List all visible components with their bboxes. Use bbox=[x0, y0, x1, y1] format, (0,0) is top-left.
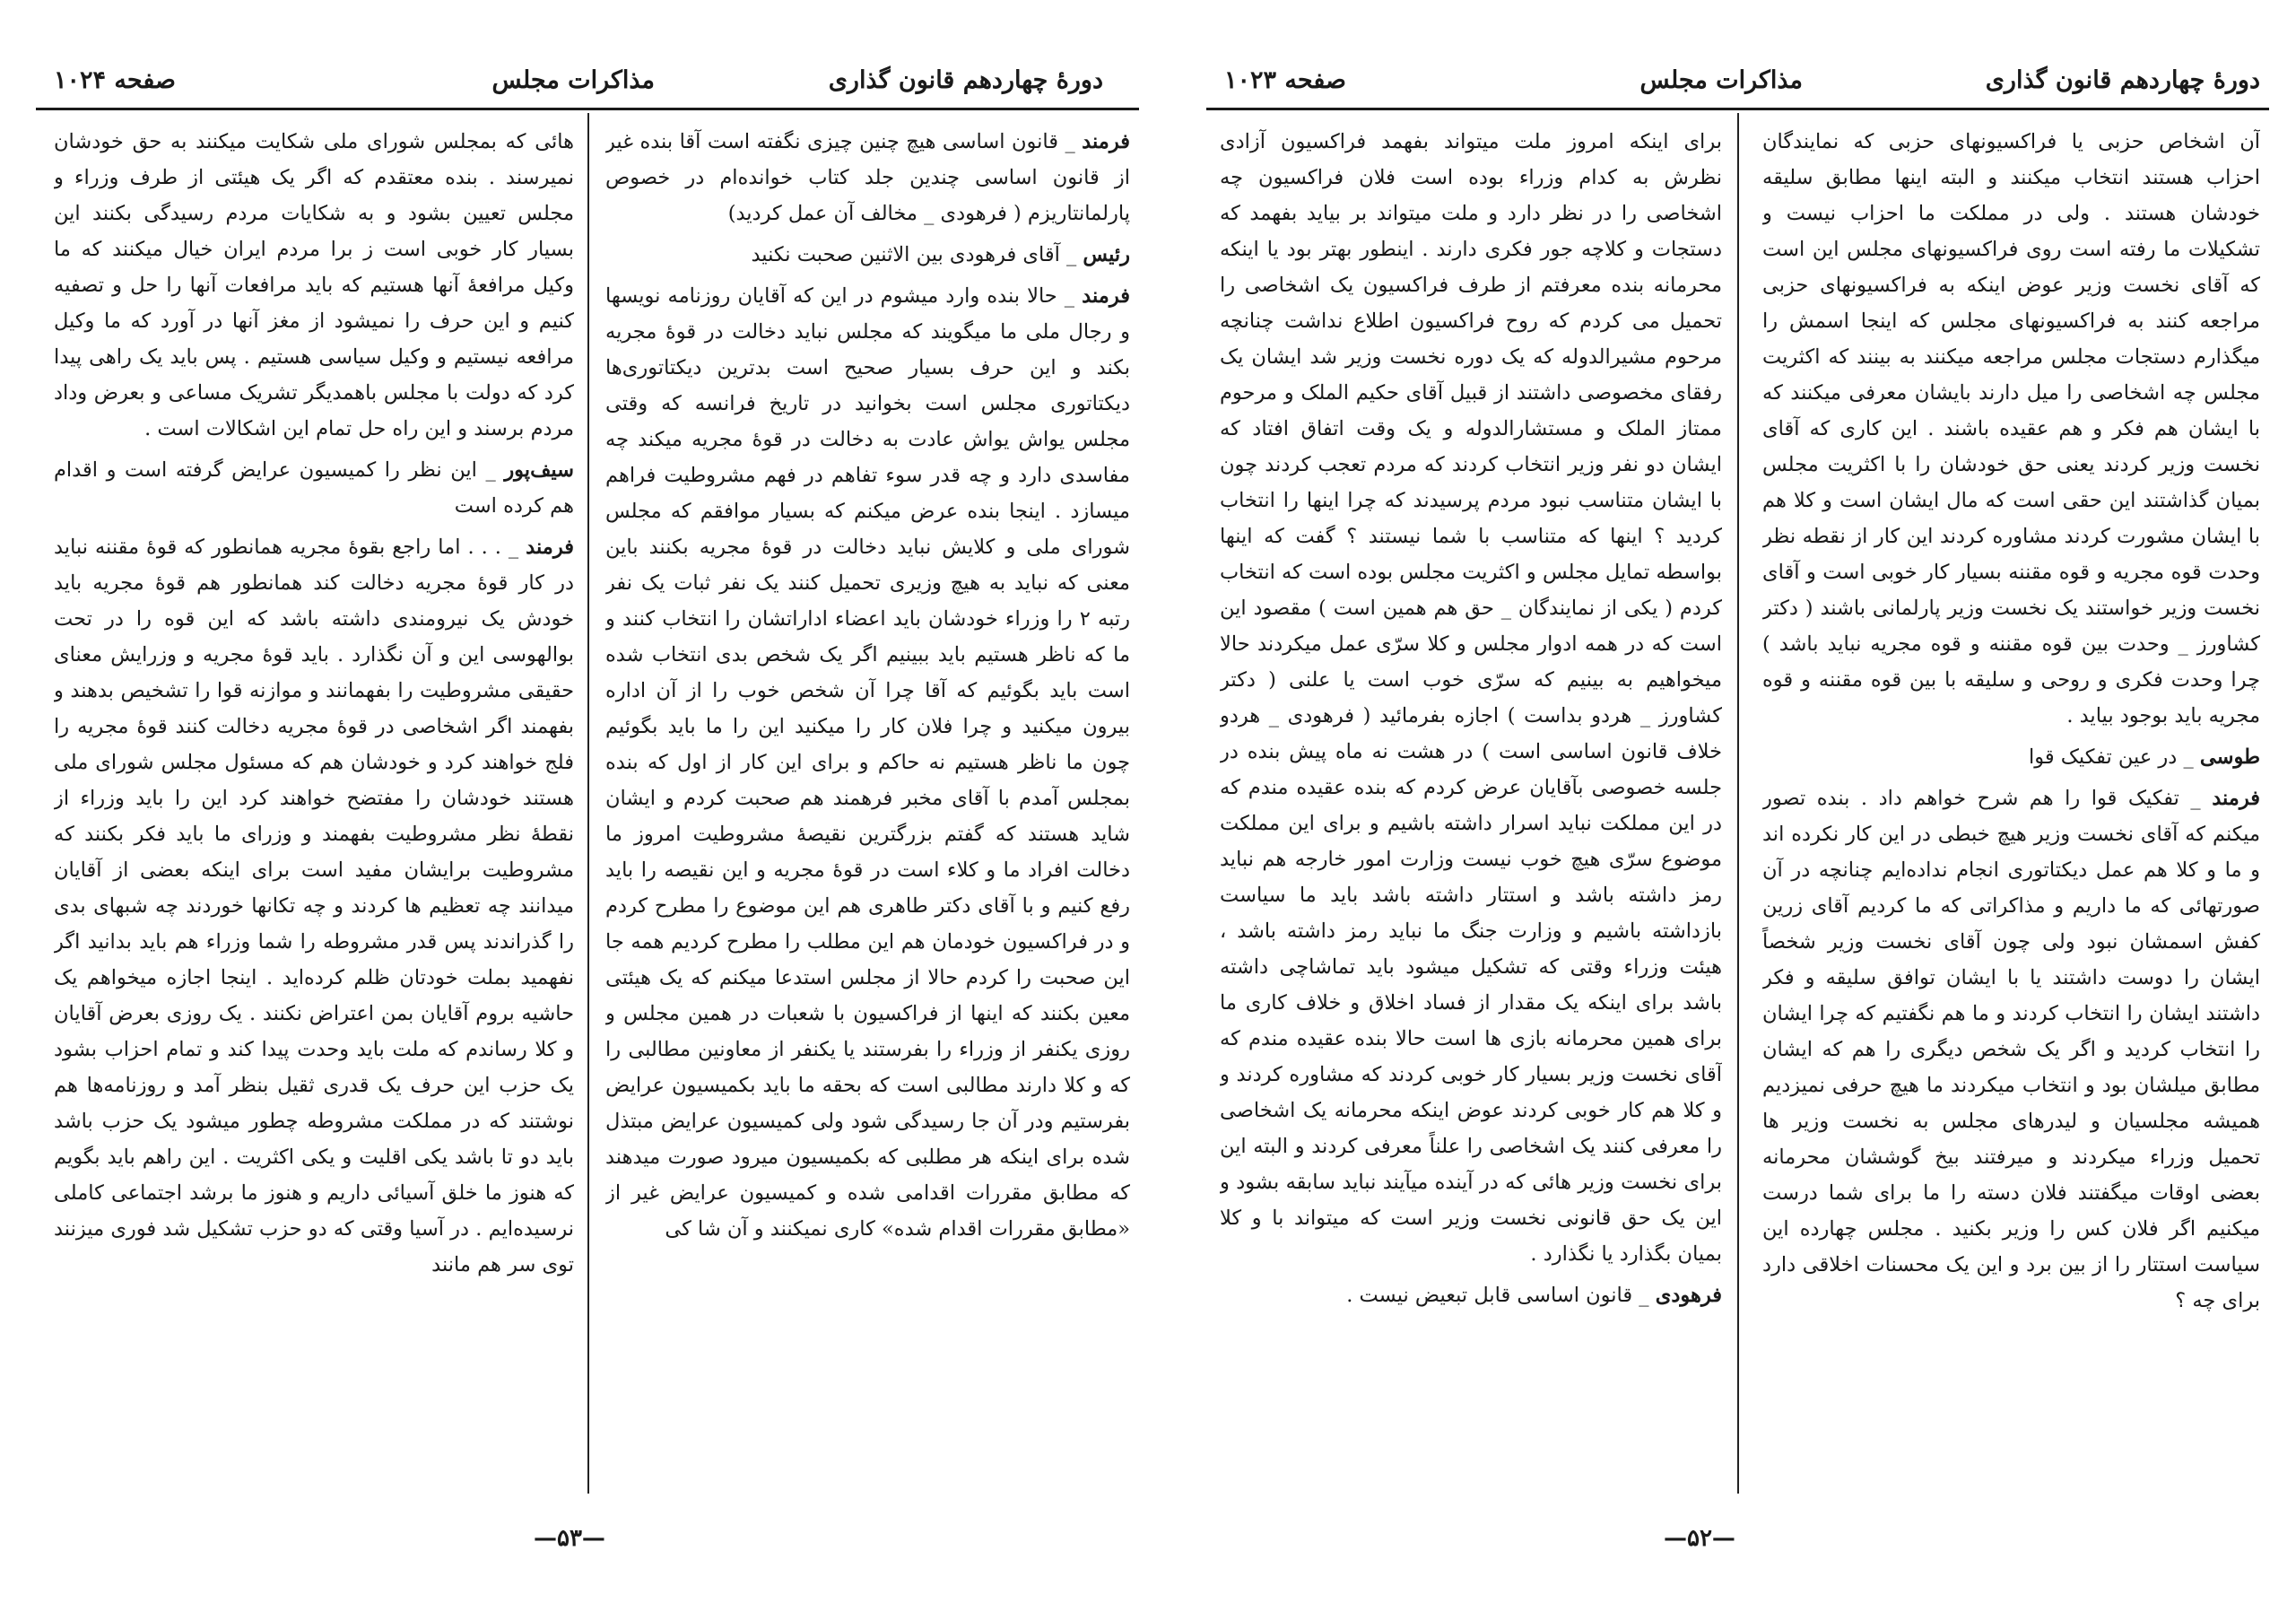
paragraph bbox=[605, 124, 1130, 231]
page-number: —۵۲— bbox=[1664, 1525, 1735, 1552]
paragraph-text: _ تفکیک قوا را هم شرح خواهم داد . بنده تصور میکنم که آقای نخست وزیر هیچ خبطی در این کار نکرده اند و ما و کلا هم عمل دیکتاتوری انجام نداده‌ایم چنانچه در آن صورتهائی که ما داریم و مذاکراتی که ما کردیم آقای زرین کفش اسمشان نبود ولی چون آقای نخست وزیر شخصاً ایشان را دوست داشتند یا با ایشان توافق سلیقه و فکر داشتند ایشان را انتخاب کردند و ما هم نگفتیم که چرا ایشان را انتخاب کردید و اگر یک شخص دیگری را هم که ایشان مطابق میلشان بود و انتخاب میکردند ما هیچ حرفی نمیزدیم همیشه مجلسیان و لیدرهای مجلس به نخست وزیر ها تحمیل وزراء میکردند و میرفتند بیخ گوششان محرمانه بعضی اوقات میگفتند فلان دسته را ما برای شما درست میکنیم اگر فلان کس را وزیر بکنید . مجلس چهارده این سیاست استتار را از بین برد و این یک محسنات اخلاقی دارد برای چه ؟ bbox=[1762, 787, 2260, 1312]
paragraph-text: _ حالا بنده وارد میشوم در این که آقایان روزنامه نویسها و رجال ملی ما میگویند که مجلس نباید دخالت در قوهٔ مجریه بکند و این حرف بسیار صحیح است بدترین دیکتاتوری‌ها دیکتاتوری مجلس است بخوانید در تاریخ فرانسه که وقتی مجلس یواش یواش عادت به دخالت در قوهٔ مجریه میکند چه مفاسدی دارد و چه قدر سوء تفاهم در فهم مشروطیت فراهم میسازد . اینجا بنده عرض میکنم که بسیار موافقم که مجلس شورای ملی و کلایش نباید دخالت در قوهٔ مجریه بکنند باین معنی که نباید به هیچ وزیری تحمیل کنند یک نفر ثبات یک نفر رتبه ۲ را وزراء خودشان باید اعضاء اداراتشان را انتخاب کنند و ما که ناظر هستیم باید ببینیم اگر یک شخص بدی انتخاب شده است باید بگوئیم که آقا چرا آن شخص خوب را از آن اداره بیرون میکنید و چرا فلان کار را میکنید این را ما باید بگوئیم چون ما ناظر هستیم نه حاکم و برای این کار از اول که بنده بمجلس آمدم با آقای مخبر فرهمند هم صحبت کردم و ایشان شاید هستند که گفتم بزرگترین نقیصهٔ مشروطیت امروز ما دخالت افراد ما و کلاء است در قوهٔ مجریه و این نقیصه را باید رفع کنیم و با آقای دکتر طاهری هم این موضوع را مطرح کردم و در فراکسیون خودمان هم این مطلب را مطرح کردیم همه جا این صحبت را کردم حالا از مجلس استدعا میکنم که یک هیئتی معین بکنند که اینها از فراکسیون با شعبات در همین مجلس و روزی یکنفر از وزراء را بفرستند یا یکنفر از معاونین مطالبی را که و کلا دارند مطالبی است که بحقه ما باید بکمیسیون عرایض بفرستیم ودر آن جا رسیدگی شود ولی کمیسیون عرایض مبتذل شده برای اینکه هر مطلبی که بکمیسیون میرود صورت میدهند که مطابق مقررات اقدامی شده و کمیسیون عرایض غیر از «مطابق مقررات اقدام شده» کاری نمیکنند و آن شا کی bbox=[605, 284, 1130, 1241]
paragraph bbox=[1762, 739, 2260, 775]
right-page bbox=[1206, 54, 2269, 1579]
paragraph bbox=[605, 278, 1130, 1247]
speaker-name: فرمند bbox=[526, 536, 574, 559]
right-running-title: مذاکرات مجلس bbox=[1639, 66, 1803, 94]
left-header-rule bbox=[36, 108, 1139, 110]
left-session-title: دورهٔ چهاردهم قانون گذاری bbox=[828, 66, 1103, 94]
paragraph-text: هائی که بمجلس شورای ملی شکایت میکنند به حق خودشان نمیرسند . بنده معتقدم که اگر یک هیئتی از طرف وزراء و مجلس تعیین بشود و به شکایات مردم رسیدگی بکنند این بسیار کار خوبی است ز برا مردم ایران خیال میکنند که ما وکیل مرافعهٔ آنها هستیم که باید مرافعات آنها را حل و تصفیه کنیم و این حرف را نمیشود از مغز آنها در آورد که ما وکیل مرافعه نیستیم و وکیل سیاسی هستیم . پس باید یک راهی پیدا کرد که دولت با مجلس باهمدیگر تشریک مساعی و بعرض وداد مردم برسند و این راه حل تمام این اشکالات است . bbox=[54, 130, 574, 440]
paragraph bbox=[1220, 124, 1722, 1272]
right-page-left-column bbox=[1220, 124, 1722, 1498]
right-session-title: دورهٔ چهاردهم قانون گذاری bbox=[1985, 66, 2260, 94]
paragraph-text: _ این نظر را کمیسیون عرایض گرفته است و اقدام هم کرده است bbox=[54, 458, 574, 518]
paragraph bbox=[54, 452, 574, 524]
column-divider bbox=[1737, 113, 1739, 1494]
column-divider bbox=[587, 113, 589, 1494]
left-running-title: مذاکرات مجلس bbox=[491, 66, 655, 94]
left-page-label: صفحه ۱۰۲۴ bbox=[54, 66, 176, 94]
speaker-name: فرمند bbox=[1082, 284, 1130, 308]
paragraph-text: آن اشخاص حزبی یا فراکسیونهای حزبی که نمایندگان احزاب هستند انتخاب میکنند و البته اینها مطابق سلیقه خودشان هستند . ولی در مملکت ما احزاب نیست و تشکیلات ما رفته است روی فراکسیونهای مجلس این است که آقای نخست وزیر عوض اینکه به فراکسیونهای حزبی مراجعه کنند به فراکسیونهای مجلس که اینجا اسمش را میگذارم دستجات مجلس مراجعه میکنند به بینند که اکثریت مجلس چه اشخاصی را میل دارند بایشان معرفی میکنند که با ایشان هم فکر و هم عقیده باشند . این کاری که آقای نخست وزیر کردند یعنی حق خودشان را با اکثریت مجلس بمیان گذاشتند این حقی است که مال ایشان است و کلا هم با ایشان مشورت کردند مشاوره کردند این کار از نقطه نظر وحدت قوه مجریه و قوه مقننه بسیار کار خوبی است و آقای نخست وزیر خواستند یک نخست وزیر پارلمانی باشند ( دکتر کشاورز _ وحدت بین قوه مقننه و قوه مجریه نباید باشد ) چرا وحدت فکری و روحی و سلیقه با بین قوه مقننه و قوه مجریه باید بوجود بیاید . bbox=[1762, 130, 2260, 727]
page-number: —۵۳— bbox=[534, 1525, 605, 1552]
paragraph-text: _ . . . اما راجع بقوهٔ مجریه همانطور که قوهٔ مقننه نباید در کار قوهٔ مجریه دخالت کند همانطور هم قوهٔ مجریه باید خودش یک نیرومندی داشته باشد که این قوه را در تحت بوالهوسی این و آن نگذارد . باید قوهٔ مجریه و وزرایش معنای حقیقی مشروطیت را بفهمانند و موازنه قوا را تشخیص بدهند و بفهمند اگر اشخاصی در قوهٔ مجریه دخالت کنند قوهٔ مجریه را فلج خواهند کرد و خودشان هم که مسئول مجلس شورای ملی هستند خودشان را مفتضح خواهند کرد این را باید وزراء از نقطهٔ نظر مشروطیت بفهمند و وزرای ما باید فکر بکنند که مشروطیت برایشان مفید است برای اینکه بعضی از آقایان میدانند چه تعظیم ها کردند و چه تکانها خوردند چه شبهای بدی را گذراندند پس قدر مشروطه را شما وزراء هم باید بدانید اگر نفهمید بملت خودتان ظلم کرده‌اید . اینجا اجازه میخواهم یک حاشیه بروم آقایان بمن اعتراض نکنند . یک روزی بعرض آقایان و کلا رساندم که ملت باید وحدت پیدا کند و تمام احزاب بشود یک حزب این حرف یک قدری ثقیل بنظر آمد و روزنامه‌ها هم نوشتند که در مملکت مشروطه چطور میشود یک حزب باشد باید دو تا باشد یکی اقلیت و یکی اکثریت . این راهم باید بگویم که هنوز ما خلق آسیائی داریم و هنوز ما برشد اجتماعی کاملی نرسیده‌ایم . در آسیا وقتی که دو حزب تشکیل شد فوری میزنند توی سر هم مانند bbox=[54, 536, 574, 1276]
left-page-header bbox=[36, 54, 1139, 109]
right-header-rule bbox=[1206, 108, 2269, 110]
paragraph bbox=[54, 529, 574, 1283]
speaker-name: فرمند bbox=[1082, 130, 1130, 153]
paragraph-text: _ قانون اساسی هیچ چنین چیزی نگفته است آقا بنده غیر از قانون اساسی چندین جلد کتاب خوانده‌ام در خصوص پارلمانتاریزم ( فرهودی _ مخالف آن عمل کردید) bbox=[605, 130, 1130, 225]
paragraph-text: _ در عین تفکیک قوا bbox=[2028, 745, 2194, 769]
speaker-name: سیف‌پور bbox=[504, 458, 574, 482]
speaker-name: فرمند bbox=[2212, 787, 2260, 810]
paragraph-text: _ قانون اساسی قابل تبعیض نیست . bbox=[1346, 1284, 1649, 1307]
paragraph bbox=[605, 237, 1130, 273]
right-page-right-column bbox=[1762, 124, 2260, 1498]
paragraph bbox=[54, 124, 574, 447]
right-page-label: صفحه ۱۰۲۳ bbox=[1224, 66, 1346, 94]
paragraph bbox=[1220, 1277, 1722, 1313]
left-page-left-column bbox=[54, 124, 574, 1498]
paragraph-text: _ آقای فرهودی بین الاثنین صحبت نکنید bbox=[751, 243, 1077, 266]
paragraph bbox=[1762, 124, 2260, 734]
paragraph bbox=[1762, 780, 2260, 1319]
left-page bbox=[36, 54, 1139, 1579]
speaker-name: رئیس bbox=[1083, 243, 1130, 266]
right-page-header bbox=[1206, 54, 2269, 109]
speaker-name: فرهودی bbox=[1655, 1284, 1722, 1307]
paragraph-text: برای اینکه امروز ملت میتواند بفهمد فراکسیون آزادی نظرش به کدام وزراء بوده است فلان فراکسیون چه اشخاصی را در نظر دارد و ملت میتواند بر بیاید بفهمد که دستجات و کلاچه جور فکری دارند . اینطور بهتر بود یا اینکه محرمانه بنده معرفتم از طرف فراکسیون یک اشخاصی را تحمیل می کردم که روح فراکسیون اطلاع نداشت چنانچه مرحوم مشیرالدوله که یک دوره نخست وزیر شد ایشان یک رفقای مخصوصی داشتند از قبیل آقای حکیم الملک و مرحوم ممتاز الملک و مستشارالدوله و یک وقت اتفاق افتاد که ایشان دو نفر وزیر انتخاب کردند که مردم تعجب کردند چون با ایشان متناسب نبود مردم پرسیدند که چرا اینها را انتخاب کردید ؟ اینها که متناسب با شما نیستند ؟ گفت که اینها بواسطه تمایل مجلس و اکثریت مجلس بوده است که انتخاب کردم ( یکی از نمایندگان _ حق هم همین است ) مقصود این است که در همه ادوار مجلس و کلا سرّی عمل میکردند حالا میخواهیم به بینیم که سرّی خوب است یا علنی ( دکتر کشاورز _ هردو بداست ) اجازه بفرمائید ( فرهودی _ هردو خلاف قانون اساسی است ) در هشت نه ماه پیش بنده در جلسه خصوصی بآقایان عرض کردم که بنده عقیده مندم که در این مملکت نباید اسرار داشته باشیم و برای این مملکت موضوع سرّی هیچ خوب نیست وزارت امور خارجه هم نباید رمز داشته باشد و استتار داشته باشد باید ما سیاست بازداشته باشیم و وزارت جنگ ما نباید رمز داشته باشد ، هیئت وزراء وقتی که تشکیل میشود باید تماشاچی داشته باشد برای اینکه یک مقدار از فساد اخلاق و خلاف کاری ما برای همین محرمانه بازی ها است حالا بنده عقیده مندم که آقای نخست وزیر بسیار کار خوبی کردند که مشاوره کردند و و کلا هم کار خوبی کردند عوض اینکه محرمانه یک اشخاصی را معرفی کنند یک اشخاصی را علناً معرفی کردند و البته این برای نخست وزیر هائی که در آینده میآیند نباید سابقه بشود و این یک حق قانونی نخست وزیر است که میتواند با و کلا بمیان بگذارد یا نگذارد . bbox=[1220, 130, 1722, 1266]
left-page-right-column bbox=[605, 124, 1130, 1498]
speaker-name: طوسی bbox=[2199, 745, 2260, 769]
